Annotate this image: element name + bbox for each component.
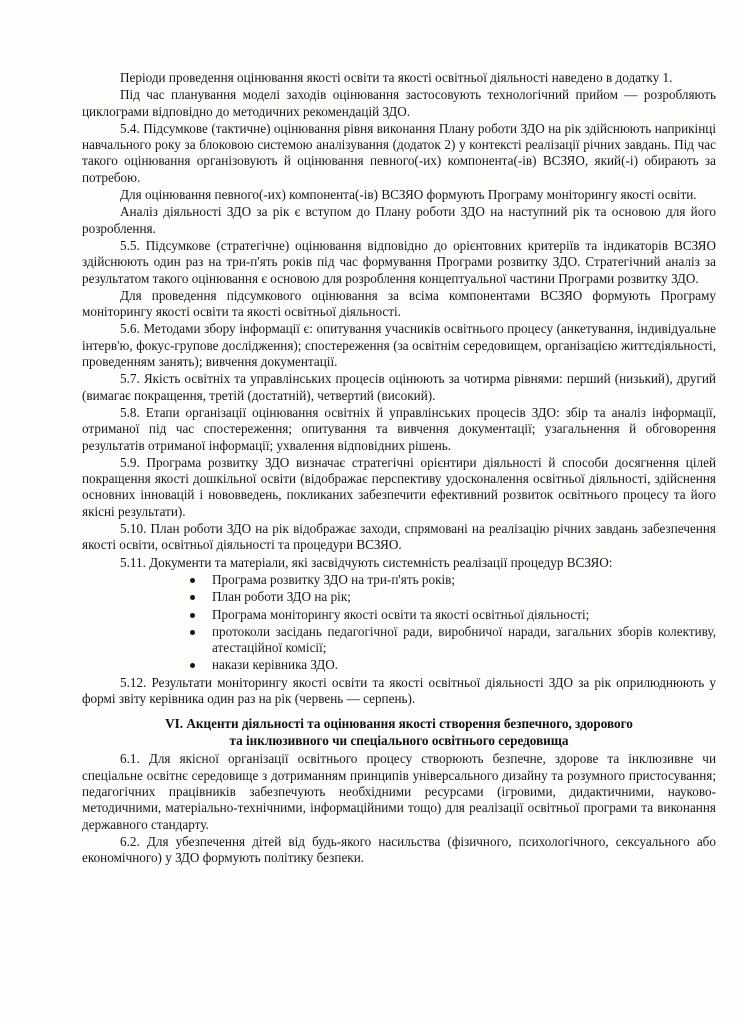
list-item: накази керівника ЗДО. <box>190 657 716 673</box>
paragraph: Для оцінювання певного(-их) компонента(-ів) ВСЗЯО формують Програму моніторингу якості освіти. <box>120 187 697 203</box>
paragraph: 6.1. Для якісної організації освітнього процесу створюють безпечне, здорове та інклюзивне чи спеціальне освітнє середовище з дотриманням принципів універсального дизайну та розумного пристосування; педагогічних працівників забезпечують необхідними ресурсами (ігровими, дидактичними, науково-методичними, матеріально-технічними, інформаційними тощо) для реалізації освітньої програми та виконання державного стандарту. <box>82 751 716 832</box>
paragraph: Під час планування моделі заходів оцінювання застосовують технологічний прийом — розробляють циклограми відповідно до методичних рекомендацій ЗДО. <box>82 87 716 119</box>
paragraph: 5.12. Результати моніторингу якості освіти та якості освітньої діяльності ЗДО за рік оприлюднюють у формі звіту керівника один раз на рік (червень — серпень). <box>82 674 716 706</box>
paragraph: 5.5. Підсумкове (стратегічне) оцінювання відповідно до орієнтовних критеріїв та індикаторів ВСЗЯО здійснюють один раз на три-п'ять років під час формування Програми розвитку ЗДО. Стратегічний аналіз за результатом такого оцінювання є основою для розроблення концептуальної частини Програми розвитку ЗДО. <box>82 237 716 286</box>
paragraph: 5.4. Підсумкове (тактичне) оцінювання рівня виконання Плану роботи ЗДО на рік здійснюють наприкінці навчального року за блоковою системою аналізування (додаток 2) у контексті реалізації річних завдань. Під час такого оцінювання організовують й оцінювання певного(-их) компонента(-ів) ВСЗЯО, який(-і) обирають за потребою. <box>82 120 716 185</box>
document-bullet-list <box>82 572 716 674</box>
paragraph: Періоди проведення оцінювання якості освіти та якості освітньої діяльності наведено в додатку 1. <box>120 70 673 85</box>
paragraph: 5.6. Методами збору інформації є: опитування учасників освітнього процесу (анкетування, індивідуальне інтерв'ю, фокус-групове дослідження); спостереження (за освітнім середовищем, організацією життєдіяльності, проведенням занять); вивчення документації. <box>82 321 716 370</box>
paragraph: 5.10. План роботи ЗДО на рік відображає заходи, спрямовані на реалізацію річних завдань забезпечення якості освіти, освітньої діяльності та процедури ВСЗЯО. <box>82 521 716 553</box>
paragraph: 5.11. Документи та матеріали, які засвідчують системність реалізації процедур ВСЗЯО: <box>120 554 613 570</box>
list-item: протоколи засідань педагогічної ради, виробничої наради, загальних зборів колективу, атестаційної комісії; <box>190 624 716 657</box>
paragraph: 5.8. Етапи організації оцінювання освітніх й управлінських процесів ЗДО: збір та аналіз інформації, отриманої під час спостереження; опитування та вивчення документації; узагальнення й обговорення результатів отриманої інформації; ухвалення відповідних рішень. <box>82 404 716 453</box>
list-item: Програма моніторингу якості освіти та якості освітньої діяльності; <box>190 607 716 623</box>
paragraph: Для проведення підсумкового оцінювання за всіма компонентами ВСЗЯО формують Програму моніторингу якості освіти та якості освітньої діяльності. <box>82 287 716 320</box>
paragraph: 5.9. Програма розвитку ЗДО визначає стратегічні орієнтири діяльності й способи досягнення цілей покращення якості дошкільної освіти (відображає перспективу удосконалення освітньої діяльності, здійснення основних інновацій і нововведень, покликаних забезпечити ефективний розвиток освітнього процесу та його якісні результати). <box>82 454 716 519</box>
section-heading <box>82 716 716 749</box>
list-item: Програма розвитку ЗДО на три-п'ять років; <box>190 572 716 588</box>
document-body <box>82 70 716 867</box>
paragraph: 6.2. Для убезпечення дітей від будь-якого насильства (фізичного, психологічного, сексуального або економічного) у ЗДО формують політику безпеки. <box>82 833 716 866</box>
section-heading-line-1: VI. Акценти діяльності та оцінювання якості створення безпечного, здорового <box>165 716 633 732</box>
list-item: План роботи ЗДО на рік; <box>190 589 716 605</box>
paragraph: 5.7. Якість освітніх та управлінських процесів оцінюють за чотирма рівнями: перший (низький), другий (вимагає покращення, третій (достатній), четвертий (високий). <box>82 371 716 403</box>
paragraph: Аналіз діяльності ЗДО за рік є вступом до Плану роботи ЗДО на наступний рік та основою для його розроблення. <box>82 204 716 236</box>
section-heading-line-2: та інклюзивного чи спеціального освітнього середовища <box>229 732 569 748</box>
